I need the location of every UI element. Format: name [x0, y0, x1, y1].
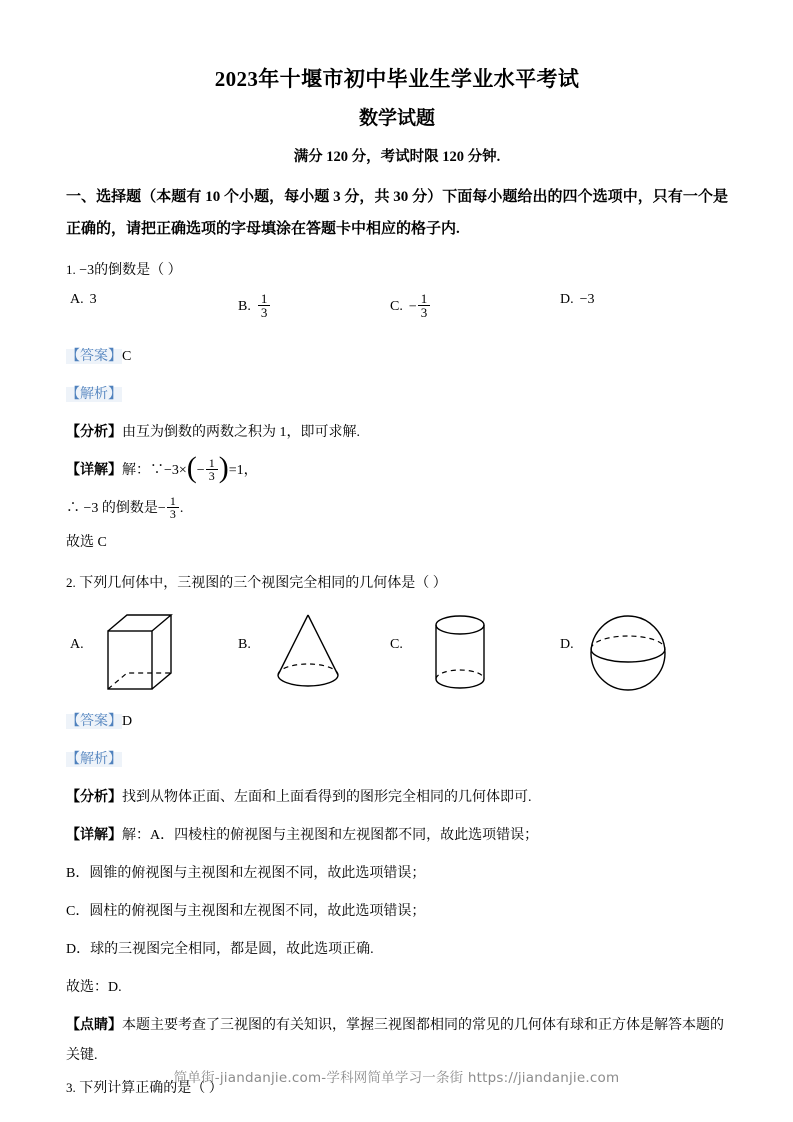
option-d-letter: D. [560, 291, 574, 307]
question-1-options [66, 292, 728, 338]
explanation-label: 【解析】 [66, 386, 122, 402]
page-content [66, 0, 728, 1104]
section-instruction: 一、选择题（本题有 10 个小题，每小题 3 分，共 30 分）下面每小题给出的四个选项中，只有一个是正确的，请把正确选项的字母填涂在答题卡中相应的格子内. [66, 188, 728, 237]
shape-option-a-letter: A. [70, 636, 84, 652]
sphere-icon[interactable] [580, 609, 676, 697]
cuboid-icon[interactable] [94, 609, 194, 697]
question-1-stem-suffix: 的倒数是（ ） [94, 262, 182, 278]
option-a[interactable] [70, 292, 97, 308]
page-subtitle: 数学试题 [358, 108, 435, 130]
answer-label: 【答案】 [66, 713, 122, 729]
option-c-sign: − [408, 299, 417, 315]
question-3-stem-text: 下列计算正确的是（ ） [79, 1080, 223, 1096]
detail-label: 【详解】 [66, 827, 122, 843]
option-c-denominator: 3 [418, 305, 431, 320]
option-b-numerator: 1 [260, 290, 268, 306]
explanation-label: 【解析】 [66, 751, 122, 767]
question-2-detail-b: B．圆锥的俯视图与主视图和左视图不同，故此选项错误； [66, 865, 426, 881]
question-1-detail-numerator: 1 [208, 455, 215, 470]
question-1-detail: 【详解】解：∵−3×(− $\frac{1}{3}$ )=1， [66, 450, 258, 484]
question-2-detail-text: 解：A．四棱柱的俯视图与主视图和左视图都不同，故此选项错误； [122, 827, 539, 843]
question-1-explain-header [66, 372, 728, 410]
option-b[interactable] [238, 292, 271, 320]
question-1-stem [66, 245, 728, 286]
question-1-conclusion-sign: − [157, 500, 166, 516]
question-1-conclusion [66, 486, 728, 524]
question-1-choice: 故选 C [66, 534, 107, 550]
option-b-fraction [258, 292, 271, 320]
option-b-letter: B. [238, 299, 251, 315]
option-c-fraction [418, 292, 431, 320]
option-c[interactable] [390, 292, 431, 320]
question-1-conclusion-lead: ∴ −3 的倒数是 [66, 500, 158, 516]
question-1-answer-value: C [122, 348, 132, 364]
shape-option-d-letter: D. [560, 636, 574, 652]
question-1-analysis [66, 410, 728, 448]
cylinder-icon[interactable] [412, 609, 508, 697]
question-2-stem [66, 558, 728, 599]
option-a-letter: A. [70, 291, 84, 307]
question-2-answer [66, 703, 728, 737]
question-2-detail-c: C．圆柱的俯视图与主视图和左视图不同，故此选项错误； [66, 903, 426, 919]
page-title: 2023年十堰市初中毕业生学业水平考试 [214, 67, 580, 91]
question-2-answer-value: D [122, 713, 133, 729]
question-2-tip-text: 本题主要考查了三视图的有关知识，掌握三视图都相同的常见的几何体有球和正方体是解答本题的关键. [66, 1017, 724, 1063]
exam-info: 满分 120 分，考试时限 120 分钟. [293, 148, 501, 165]
question-3-number: 3. [66, 1079, 76, 1095]
question-1-number: 1. [66, 261, 76, 277]
footer-watermark: 简单街-jiandanjie.com-学科网简单学习一条街 https://jiandanjie.com [173, 1070, 620, 1086]
shape-option-c-letter: C. [390, 636, 403, 652]
option-a-value: 3 [89, 291, 97, 307]
tip-label: 【点睛】 [66, 1017, 122, 1033]
question-2-choice: 故选：D. [66, 979, 122, 995]
question-2-detail-d: D．球的三视图完全相同，都是圆，故此选项正确. [66, 941, 374, 957]
question-2-stem-text: 下列几何体中，三视图的三个视图完全相同的几何体是（ ） [79, 575, 447, 591]
question-1-conclusion-fraction [167, 495, 179, 521]
shape-option-b-letter: B. [238, 636, 251, 652]
option-c-numerator: 1 [420, 290, 428, 306]
question-1-detail-expr-a: −3× [164, 462, 187, 478]
question-1-detail-denominator: 3 [206, 469, 218, 483]
question-1-detail-lead: 解：∵ [122, 462, 164, 478]
question-2-detail-a [66, 813, 728, 851]
question-1-conclusion-tail: . [179, 500, 184, 516]
question-1-stem-prefix: −3 [79, 262, 95, 278]
cone-icon[interactable] [260, 609, 356, 697]
answer-label: 【答案】 [66, 348, 122, 364]
analysis-label: 【分析】 [66, 424, 122, 440]
question-2-analysis-text: 找到从物体正面、左面和上面看得到的图形完全相同的几何体即可. [122, 789, 532, 805]
question-2-options [66, 603, 728, 703]
option-d-value: −3 [579, 291, 595, 307]
option-b-denominator: 3 [258, 305, 271, 320]
analysis-label: 【分析】 [66, 789, 122, 805]
question-1-answer [66, 338, 728, 372]
question-1-detail-sign: − [196, 462, 205, 478]
question-2-analysis [66, 775, 728, 813]
question-2-explain-header [66, 737, 728, 775]
question-2-number: 2. [66, 574, 76, 590]
question-1-conclusion-numerator: 1 [169, 493, 176, 508]
question-1-detail-fraction [206, 457, 218, 483]
question-1-analysis-text: 由互为倒数的两数之积为 1，即可求解. [122, 424, 360, 440]
question-1-conclusion-denominator: 3 [167, 507, 179, 521]
question-1-detail-tail: =1， [228, 462, 258, 478]
option-c-letter: C. [390, 299, 403, 315]
question-2-tip [66, 1003, 728, 1071]
detail-label: 【详解】 [66, 462, 122, 478]
option-d[interactable] [560, 292, 595, 308]
